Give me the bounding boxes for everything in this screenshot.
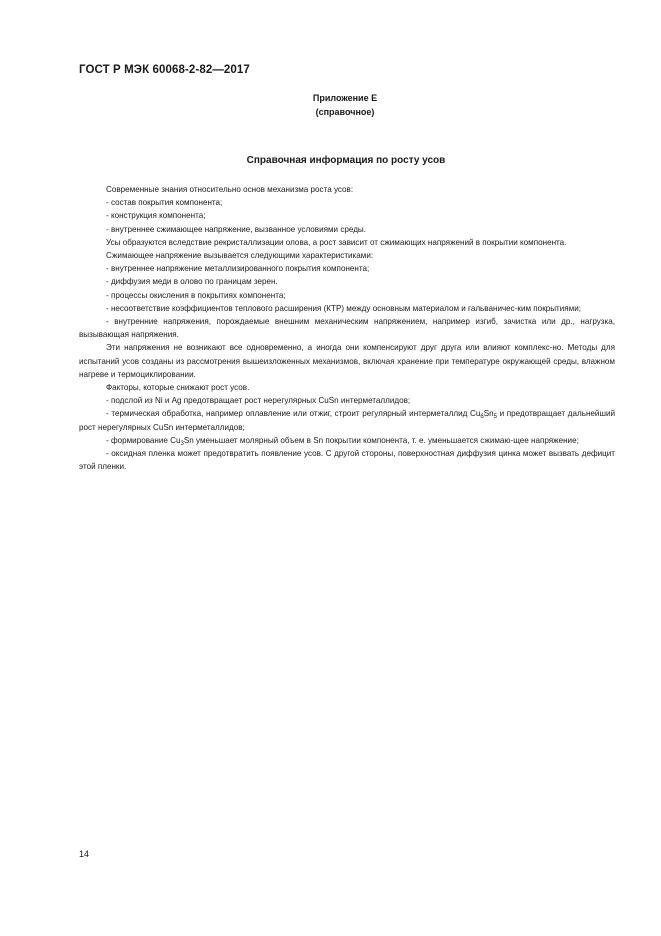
list-item: - конструкция компонента;	[106, 211, 206, 221]
text-fragment: Sn	[483, 409, 494, 419]
text-fragment: Sn уменьшает молярный объем в Sn покрытии компонента, т. е. уменьшается сжимаю-щее напряжение;	[183, 435, 579, 445]
document-header-code: ГОСТ Р МЭК 60068-2-82—2017	[79, 64, 250, 76]
list-item: - оксидная пленка может предотвратить появление усов. С другой стороны, поверхностная диффузия цинка может вызвать дефицит этой пленки.	[79, 449, 615, 472]
section-title: Справочная информация по росту усов	[246, 155, 446, 166]
subscript: 6	[480, 414, 484, 421]
list-item	[79, 434, 615, 447]
list-item: - внутренние напряжения, порождаемые внешним механическим напряжением, например изгиб, зачистка или др., нагрузка, вызывающая напряжения.	[79, 317, 615, 340]
annex-subtitle: (справочное)	[315, 107, 375, 117]
annex-title: Приложение Е	[312, 93, 378, 103]
subscript: 5	[493, 414, 497, 421]
list-item: - процессы окисления в покрытиях компонента;	[106, 290, 286, 300]
text-fragment: - формирование Cu	[106, 435, 181, 445]
list-item: - внутреннее напряжение металлизированного покрытия компонента;	[106, 264, 370, 274]
text-fragment: и предотвращает дальнейший рост нерегулярных CuSn интерметаллидов;	[79, 409, 615, 432]
paragraph: Эти напряжения не возникают все одновременно, а иногда они компенсируют друг друга или влияют комплекс-но. Методы для испытаний усов созданы из рассмотрения вышеизложенных механизмов, включая хранение при температуре окружающей среды, влажном нагреве и термоциклировании.	[79, 343, 615, 379]
body-text	[79, 183, 615, 473]
list-item: - диффузия меди в олово по границам зерен.	[106, 277, 278, 287]
paragraph: Усы образуются вследствие рекристаллизации олова, а рост зависит от сжимающих напряжений в покрытии компонента.	[106, 237, 567, 247]
list-item	[79, 407, 615, 433]
list-item: - состав покрытия компонента;	[106, 198, 223, 208]
list-item: - подслой из Ni и Ag предотвращает рост нерегулярных CuSn интерметаллидов;	[106, 396, 411, 406]
paragraph: Современные знания относительно основ механизма роста усов:	[106, 185, 354, 194]
page-number: 14	[79, 849, 90, 859]
subscript: 3	[180, 440, 184, 447]
paragraph: Факторы, которые снижают рост усов.	[106, 383, 250, 393]
text-fragment: - термическая обработка, например оплавление или отжиг, строит регулярный интерметаллид Cu	[106, 409, 481, 419]
paragraph: Сжимающее напряжение вызывается следующими характеристиками:	[106, 251, 374, 261]
list-item: - несоответствие коэффициентов теплового расширения (КТР) между основным материалом и гальваничес-ким покрытиями;	[106, 303, 581, 313]
list-item: - внутреннее сжимающее напряжение, вызванное условиями среды.	[106, 224, 366, 234]
